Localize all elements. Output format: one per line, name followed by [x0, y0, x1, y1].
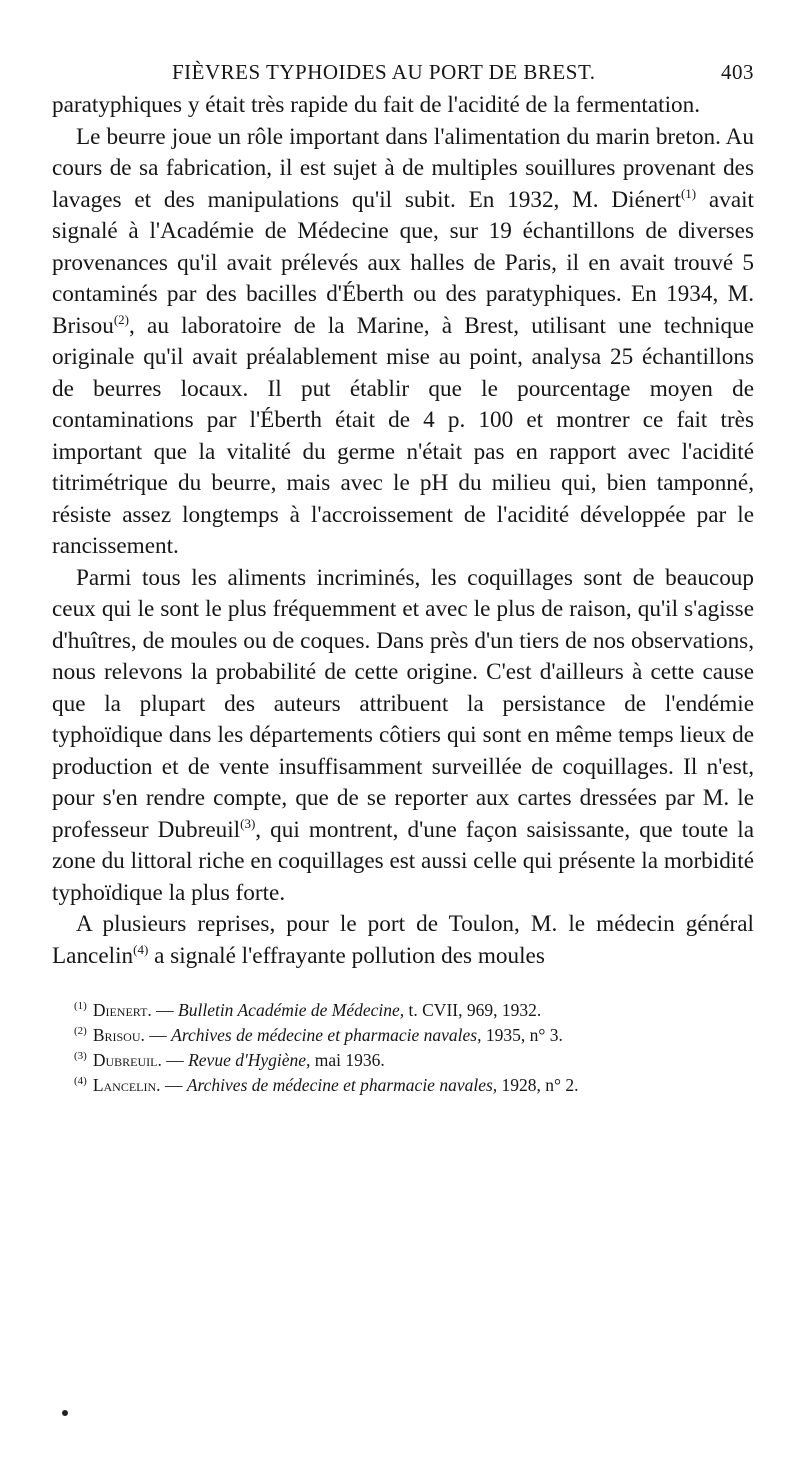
footnote [74, 1073, 754, 1098]
page-number: 403 [721, 60, 754, 84]
paragraph-text: Le beurre joue un rôle important dans l'alimentation du marin breton. Au cours de sa fabrication, il est sujet à de multiples souillures provenant des lavages et des manipulations qu'il subit. En 1932, M. Diénert [52, 123, 754, 213]
footnote-author: Brisou. [92, 1025, 145, 1045]
footnote [74, 1048, 754, 1073]
paragraph-text: paratyphiques y était très rapide du fait de l'acidité de la fermentation. [52, 92, 701, 118]
paragraph-text: , au laboratoire de la Marine, à Brest, utilisant une technique originale qu'il avait préalablement mise au point, analysa 25 échantillons de beurres locaux. Il put établir que le pourcentage moyen de contaminations par l'Éberth était de 4 p. 100 et montrer ce fait très important que la vitalité du germe n'était pas en rapport avec l'acidité titrimétrique du beurre, mais avec le pH du milieu qui, bien tamponné, résiste assez longtemps à l'accroissement de l'acidité développée par le rancissement. [52, 312, 754, 559]
running-header [52, 56, 754, 90]
footnote-reference: (2) [113, 311, 130, 327]
footnote-author: Lancelin. [92, 1075, 161, 1095]
paragraph-p4 [52, 909, 754, 972]
footnote [74, 1023, 754, 1048]
footnote-separator: — [161, 1050, 189, 1070]
footnote [74, 998, 754, 1023]
running-title: FIÈVRES TYPHOIDES AU PORT DE BREST. [172, 60, 596, 84]
footnote-separator: — [160, 1075, 187, 1095]
body-text [52, 90, 754, 972]
footnote-reference: (4) [133, 941, 149, 957]
footnote-number: (1) [74, 1000, 87, 1012]
footnote-number: (2) [74, 1025, 87, 1037]
footnote-author: Dienert. [92, 1000, 152, 1020]
paragraph-text: , qui montrent, d'une façon saisissante, que toute la zone du littoral riche en coquillages est aussi celle qui présente la morbidité typhoïdique la plus forte. [52, 816, 754, 906]
paragraph-p1 [52, 90, 754, 122]
footnotes [74, 998, 754, 1098]
footnote-details: t. CVII, 969, 1932. [404, 1000, 542, 1020]
footnote-details: 1928, n° 2. [497, 1075, 579, 1095]
footnote-journal: Archives de médecine et pharmacie navales, [171, 1025, 482, 1045]
footnote-reference: (1) [680, 185, 697, 201]
footnote-author: Dubreuil. [92, 1050, 162, 1070]
paragraph-p2 [52, 122, 754, 563]
paragraph-p3 [52, 563, 754, 910]
footnote-number: (3) [74, 1050, 87, 1062]
footnote-separator: — [151, 1000, 179, 1020]
stray-dot-mark [62, 1410, 68, 1416]
footnote-reference: (3) [240, 815, 256, 831]
footnote-number: (4) [74, 1075, 87, 1087]
paragraph-text: a signalé l'effrayante pollution des moules [148, 942, 545, 969]
page [52, 56, 754, 1098]
footnote-details: 1935, n° 3. [481, 1025, 563, 1045]
footnote-journal: Revue d'Hygiène, [188, 1050, 311, 1070]
footnote-journal: Archives de médecine et pharmacie navales, [186, 1075, 498, 1095]
paragraph-text: Parmi tous les aliments incriminés, les coquillages sont de beaucoup ceux qui le sont le plus fréquemment et avec le plus de raison, qu'il s'agisse d'huîtres, de moules ou de coques. Dans près d'un tiers de nos observations, nous relevons la probabilité de cette origine. C'est d'ailleurs à cette cause que la plupart des auteurs attribuent la persistance de l'endémie typhoïdique dans les départements côtiers qui sont en même temps lieux de production et de vente insuffisamment surveillée de coquillages. Il n'est, pour s'en rendre compte, que de se reporter aux cartes dressées par M. le professeur Dubreuil [52, 564, 754, 843]
paragraph-text: A plusieurs reprises, pour le port de Toulon, M. le médecin général Lancelin [52, 911, 754, 969]
footnote-details: mai 1936. [310, 1050, 385, 1070]
footnote-journal: Bulletin Académie de Médecine, [178, 1000, 405, 1020]
paragraph-text: avait signalé à l'Académie de Médecine que, sur 19 échantillons de diverses provenances qu'il avait prélevés aux halles de Paris, il en avait trouvé 5 contaminés par des bacilles d'Éberth ou des paratyphiques. En 1934, M. Brisou [52, 186, 754, 339]
footnote-separator: — [144, 1025, 172, 1045]
